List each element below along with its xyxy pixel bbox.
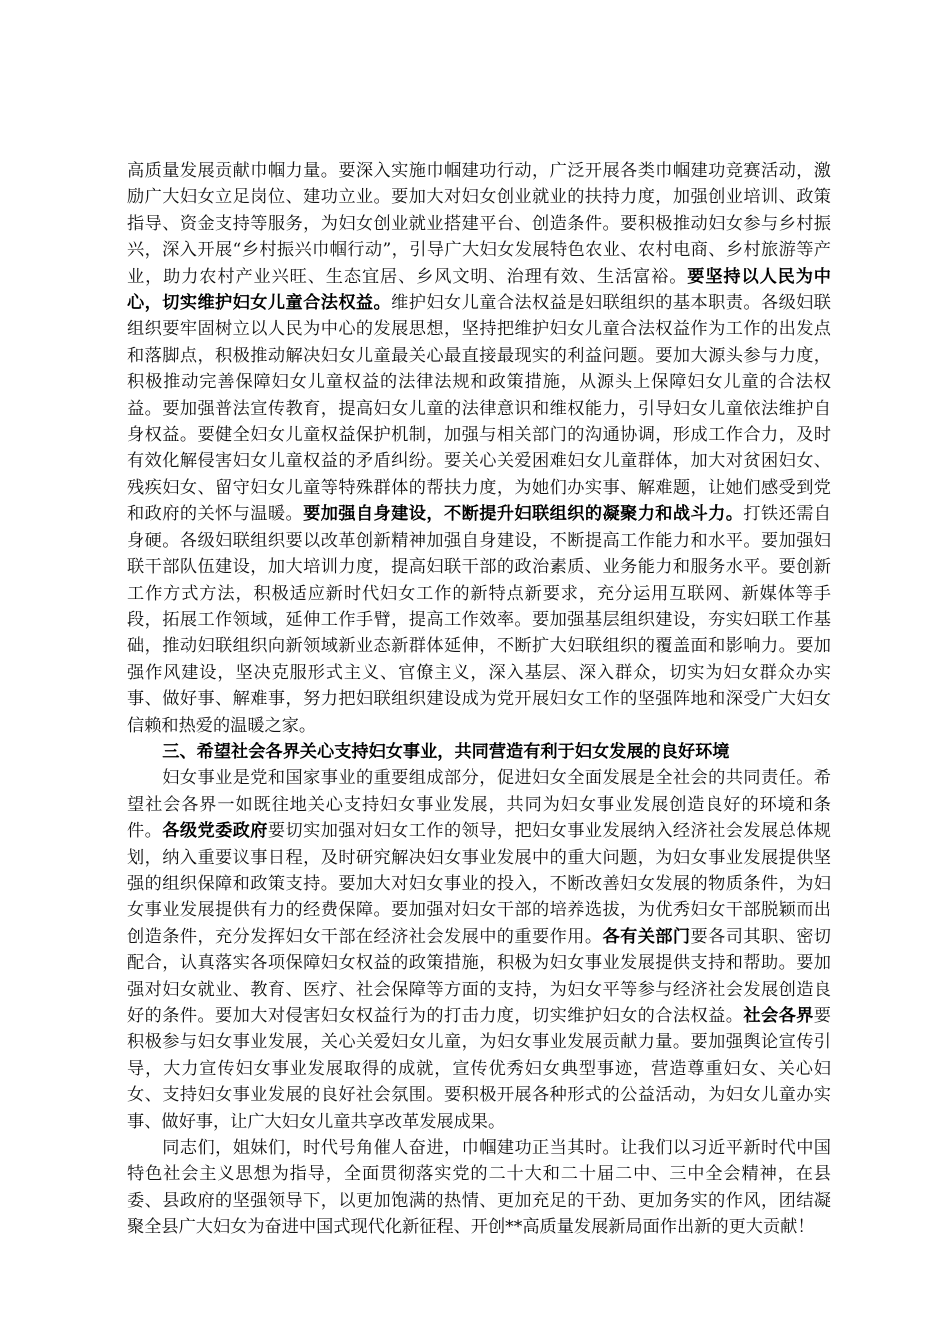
paragraph-text: 打铁还需自身硬。各级妇联组织要以改革创新精神加强自身建设，不断提高工作能力和水平。要加强妇联干部队伍建设，加大培训力度，提高妇联干部的政治素质、业务能力和服务水平。要创新工作方式方法，积极适应新时代妇女工作的新特点新要求，充分运用互联网、新媒体等手段，拓展工作领域，延伸工作手臂，提高工作效率。要加强基层组织建设，夯实妇联工作基础，推动妇联组织向新领域新业态新群体延伸，不断扩大妇联组织的覆盖面和影响力。要加强作风建设，坚决克服形式主义、官僚主义，深入基层、深入群众，切实为妇女群众办实事、做好事、解难事，努力把妇联组织建设成为党开展妇女工作的坚强阵地和深受广大妇女信赖和热爱的温暖之家。 bbox=[127, 504, 831, 736]
bold-related-departments: 各有关部门 bbox=[602, 926, 691, 947]
body-paragraph-society-support bbox=[127, 765, 831, 1135]
section-heading-3: 三、希望社会各界关心支持妇女事业，共同营造有利于妇女发展的良好环境 bbox=[162, 741, 730, 762]
body-paragraph-closing bbox=[127, 1135, 831, 1241]
paragraph-text: 要积极参与妇女事业发展，关心关爱妇女儿童，为妇女事业发展贡献力量。要加强舆论宣传引导，大力宣传妇女事业发展取得的成就，宣传优秀妇女典型事迹，营造尊重妇女、关心妇女、支持妇女事业发展的良好社会氛围。要积极开展各种形式的公益活动，为妇女儿童办实事、做好事，让广大妇女儿童共享改革发展成果。 bbox=[127, 1006, 831, 1132]
paragraph-text: 妇女事业是党和国家事业的重要组成部分，促进妇女全面发展是全社会的共同责任。希望社会各界一如既往地关心支持妇女事业发展，共同为妇女事业发展创造良好的环境和条件。 bbox=[127, 768, 831, 842]
paragraph-text: 要各司其职、密切配合，认真落实各项保障妇女权益的政策措施，积极为妇女事业发展提供支持和帮助。要加强对妇女就业、教育、医疗、社会保障等方面的支持，为妇女平等参与经济社会发展创造良好的条件。要加大对侵害妇女权益行为的打击力度，切实维护妇女的合法权益。 bbox=[127, 926, 831, 1026]
bold-key-point-rights: 要坚持以人民为中心，切实维护妇女儿童合法权益。 bbox=[127, 266, 831, 314]
document-page bbox=[127, 158, 831, 1241]
paragraph-text: 维护妇女儿童合法权益是妇联组织的基本职责。各级妇联组织要牢固树立以人民为中心的发展思想，坚持把维护妇女儿童合法权益作为工作的出发点和落脚点，积极推动解决妇女儿童最关心最直接最现实的利益问题。要加大源头参与力度，积极推动完善保障妇女儿童权益的法律法规和政策措施，从源头上保障妇女儿童的合法权益。要加强普法宣传教育，提高妇女儿童的法律意识和维权能力，引导妇女儿童依法维护自身权益。要健全妇女儿童权益保护机制，加强与相关部门的沟通协调，形成工作合力，及时有效化解侵害妇女儿童权益的矛盾纠纷。要关心关爱困难妇女儿童群体，加大对贫困妇女、残疾妇女、留守妇女儿童等特殊群体的帮扶力度，为她们办实事、解难题，让她们感受到党和政府的关怀与温暖。 bbox=[127, 293, 831, 525]
bold-all-sectors: 社会各界 bbox=[743, 1006, 814, 1026]
bold-key-point-self-building: 要加强自身建设，不断提升妇联组织的凝聚力和战斗力。 bbox=[303, 504, 744, 525]
paragraph-text: 要切实加强对妇女工作的领导，把妇女事业发展纳入经济社会发展总体规划，纳入重要议事日程，及时研究解决妇女事业发展中的重大问题，为妇女事业发展提供坚强的组织保障和政策支持。要加大对妇女事业的投入，不断改善妇女发展的物质条件，为妇女事业发展提供有力的经费保障。要加强对妇女干部的培养选拔，为优秀妇女干部脱颖而出创造条件，充分发挥妇女干部在经济社会发展中的重要作用。 bbox=[127, 821, 831, 947]
paragraph-text: 同志们，姐妹们，时代号角催人奋进，巾帼建功正当其时。让我们以习近平新时代中国特色社会主义思想为指导，全面贯彻落实党的二十大和二十届二中、三中全会精神，在县委、县政府的坚强领导下，以更加饱满的热情、更加充足的干劲、更加务实的作风，团结凝聚全县广大妇女为奋进中国式现代化新征程、开创**高质量发展新局面作出新的更大贡献！ bbox=[127, 1138, 831, 1238]
body-paragraph-women-development bbox=[127, 158, 831, 739]
bold-party-government: 各级党委政府 bbox=[162, 821, 268, 842]
paragraph-text: 高质量发展贡献巾帼力量。要深入实施巾帼建功行动，广泛开展各类巾帼建功竞赛活动，激励广大妇女立足岗位、建功立业。要加大对妇女创业就业的扶持力度，加强创业培训、政策指导、资金支持等服务，为妇女创业就业搭建平台、创造条件。要积极推动妇女参与乡村振兴，深入开展“乡村振兴巾帼行动”，引导广大妇女发展特色农业、农村电商、乡村旅游等产业，助力农村产业兴旺、生态宜居、乡风文明、治理有效、生活富裕。 bbox=[127, 161, 831, 287]
